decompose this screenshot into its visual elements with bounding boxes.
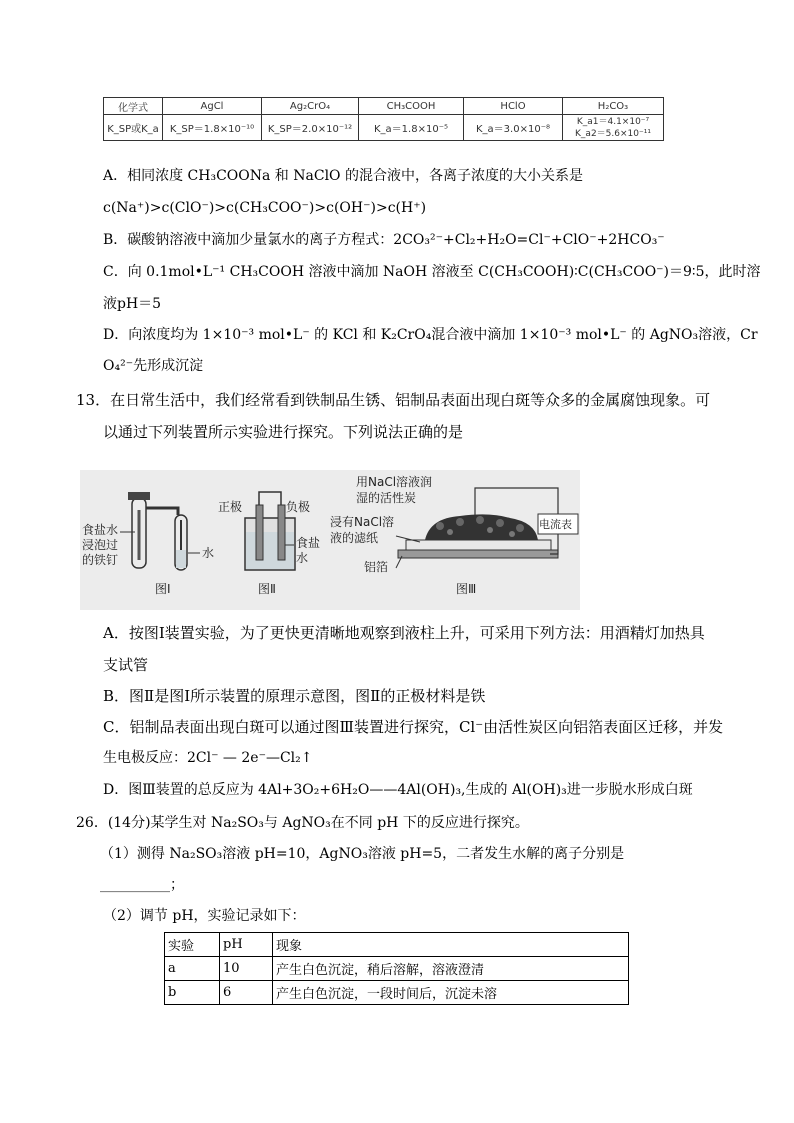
- header-cell: CH₃COOH: [359, 98, 464, 115]
- h2co3-cell: [563, 115, 664, 141]
- header-cell: H₂CO₃: [563, 98, 664, 115]
- fig1-label-line2: 浸泡过: [82, 538, 119, 552]
- table-row: [165, 957, 629, 981]
- fig3-foil-label: 铝箔: [364, 560, 389, 574]
- q13-stem-line2: 以通过下列装置所示实验进行探究。下列说法正确的是: [103, 423, 464, 441]
- q13-option-a-line2: 支试管: [103, 656, 149, 674]
- fig2-salt-label-line2: 水: [296, 551, 309, 565]
- fig1-label-line1: 食盐水: [82, 523, 119, 537]
- fig3-caption: 图Ⅲ: [456, 582, 477, 596]
- value-cell: K_SP＝2.0×10⁻¹²: [262, 115, 359, 141]
- experiment-table: [164, 932, 629, 1005]
- q13-option-c-line2: 生电极反应：2Cl⁻ — 2e⁻—Cl₂↑: [103, 750, 313, 766]
- table-row: [165, 981, 629, 1005]
- constants-table: [103, 97, 664, 141]
- experiment-figure: [80, 470, 580, 610]
- header-cell: 化学式: [104, 98, 163, 115]
- fig2-positive-label: 正极: [218, 500, 243, 514]
- q12-option-c-line2: 液pH＝5: [103, 296, 162, 312]
- header-cell: HClO: [464, 98, 563, 115]
- header-cell: Ag₂CrO₄: [262, 98, 359, 115]
- q12-option-d-line2: O₄²⁻先形成沉淀: [103, 358, 204, 374]
- q12-option-a-line1: A．相同浓度 CH₃COONa 和 NaClO 的混合液中，各离子浓度的大小关系是: [103, 168, 583, 184]
- q26-part2: （2）调节 pH，实验记录如下：: [103, 908, 306, 924]
- q13-option-b: B．图Ⅱ是图Ⅰ所示装置的原理示意图，图Ⅱ的正极材料是铁: [103, 687, 486, 705]
- ka2-value: K_a2＝5.6×10⁻¹¹: [575, 128, 651, 139]
- fig3-carbon-label-line1: 用NaCl溶液润: [356, 475, 433, 489]
- ka1-value: K_a1＝4.1×10⁻⁷: [576, 116, 650, 127]
- fig3-paper-label-line1: 浸有NaCl溶: [330, 515, 395, 529]
- table-cell: b: [165, 981, 220, 1005]
- table-header-cell: pH: [220, 933, 273, 957]
- q13-option-c-line1: C．铝制品表面出现白斑可以通过图Ⅲ装置进行探究，Cl⁻由活性炭区向铝箔表面区迁移，并发: [103, 718, 724, 736]
- table-cell: 6: [220, 981, 273, 1005]
- row-label: K_SP或K_a: [104, 115, 163, 141]
- fig2-salt-label-line1: 食盐: [296, 536, 321, 550]
- fig1-label-line3: 的铁钉: [82, 553, 119, 567]
- fig1-caption: 图Ⅰ: [155, 582, 171, 596]
- table-cell: a: [165, 957, 220, 981]
- fig3-carbon-label-line2: 湿的活性炭: [356, 491, 417, 505]
- q26-part1: （1）测得 Na₂SO₃溶液 pH=10，AgNO₃溶液 pH=5，二者发生水解的离子分别是: [100, 846, 625, 862]
- fig2-caption: 图Ⅱ: [258, 582, 276, 596]
- header-cell: AgCl: [163, 98, 262, 115]
- q12-option-d-line1: D．向浓度均为 1×10⁻³ mol•L⁻ 的 KCl 和 K₂CrO₄混合液中滴加 1×10⁻³ mol•L⁻ 的 AgNO₃溶液，Cr: [103, 327, 758, 343]
- q12-option-a-line2: c(Na⁺)>c(ClO⁻)>c(CH₃COO⁻)>c(OH⁻)>c(H⁺): [103, 200, 427, 216]
- q26-part1-answer-blank: __________；: [100, 877, 184, 893]
- q13-stem-line1: 13．在日常生活中，我们经常看到铁制品生锈、铝制品表面出现白斑等众多的金属腐蚀现象。可: [76, 391, 711, 409]
- table-cell: 产生白色沉淀，一段时间后，沉淀未溶: [273, 981, 629, 1005]
- fig1-water-label: 水: [202, 546, 215, 560]
- value-cell: K_a＝1.8×10⁻⁵: [359, 115, 464, 141]
- q26-stem: 26．(14分)某学生对 Na₂SO₃与 AgNO₃在不同 pH 下的反应进行探究。: [76, 815, 529, 831]
- q13-option-d: D．图Ⅲ装置的总反应为 4Al+3O₂+6H₂O——4Al(OH)₃,生成的 Al(OH)₃进一步脱水形成白斑: [103, 782, 693, 798]
- value-cell: K_SP＝1.8×10⁻¹⁰: [163, 115, 262, 141]
- fig2-negative-label: 负极: [286, 500, 311, 514]
- table-cell: 10: [220, 957, 273, 981]
- value-cell: K_a＝3.0×10⁻⁸: [464, 115, 563, 141]
- table-cell: 产生白色沉淀，稍后溶解，溶液澄清: [273, 957, 629, 981]
- q12-option-b: B．碳酸钠溶液中滴加少量氯水的离子方程式：2CO₃²⁻+Cl₂+H₂O=Cl⁻+ClO⁻+2HCO₃⁻: [103, 232, 665, 248]
- table-header-cell: 现象: [273, 933, 629, 957]
- fig3-meter-label: 电流表: [539, 518, 572, 531]
- fig3-paper-label-line2: 液的滤纸: [330, 531, 379, 545]
- q13-option-a-line1: A．按图Ⅰ装置实验，为了更快更清晰地观察到液柱上升，可采用下列方法：用酒精灯加热具: [103, 624, 705, 642]
- table-header-cell: 实验: [165, 933, 220, 957]
- q12-option-c-line1: C．向 0.1mol•L⁻¹ CH₃COOH 溶液中滴加 NaOH 溶液至 C(CH₃COOH)∶C(CH₃COO⁻)＝9∶5，此时溶: [103, 264, 761, 280]
